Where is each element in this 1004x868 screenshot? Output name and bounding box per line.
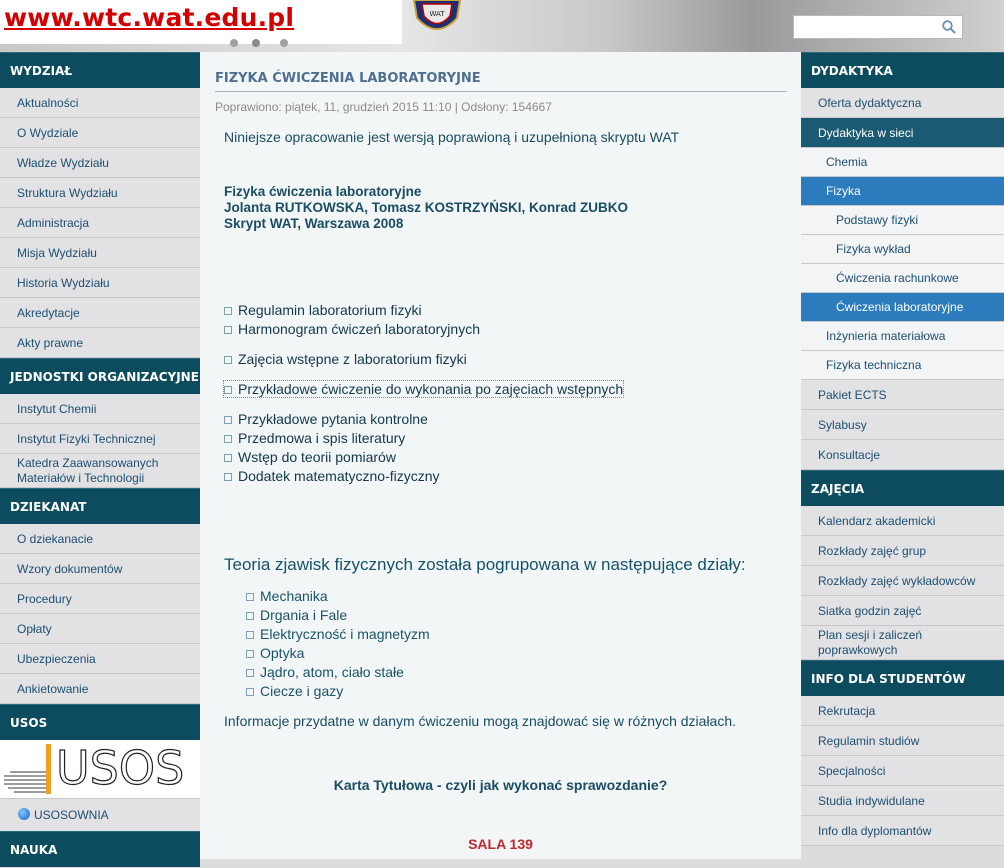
nav-item-plan-sesji[interactable]: Plan sesji i zaliczeń poprawkowych bbox=[801, 626, 1004, 660]
nav-item-katedra[interactable]: Katedra Zaawansowanych Materiałów i Technologii bbox=[0, 454, 200, 488]
nav-item-administracja[interactable]: Administracja bbox=[0, 208, 200, 238]
nav-item-wladze[interactable]: Władze Wydziału bbox=[0, 148, 200, 178]
book-authors: Jolanta RUTKOWSKA, Tomasz KOSTRZYŃSKI, Konrad ZUBKO bbox=[224, 200, 629, 215]
nav-item-chemia[interactable]: Chemia bbox=[801, 148, 1004, 177]
book-title: Fizyka ćwiczenia laboratoryjne bbox=[224, 184, 422, 199]
nav-item-podstawy-fizyki[interactable]: Podstawy fizyki bbox=[801, 206, 1004, 235]
section-header-zajecia: ZAJĘCIA bbox=[801, 470, 1004, 506]
nav-item-siatka-godzin[interactable]: Siatka godzin zajęć bbox=[801, 596, 1004, 626]
section-header-dydaktyka: DYDAKTYKA bbox=[801, 52, 1004, 88]
link-harmonogram[interactable]: Harmonogram ćwiczeń laboratoryjnych bbox=[224, 321, 480, 337]
book-publisher: Skrypt WAT, Warszawa 2008 bbox=[224, 216, 404, 231]
group-drgania[interactable]: Drgania i Fale bbox=[246, 607, 347, 623]
link-pytania-kontrolne[interactable]: Przykładowe pytania kontrolne bbox=[224, 411, 428, 427]
link-dodatek[interactable]: Dodatek matematyczno-fizyczny bbox=[224, 468, 440, 484]
nav-item-sylabusy[interactable]: Sylabusy bbox=[801, 410, 1004, 440]
nav-item-cwiczenia-laboratoryjne[interactable]: Ćwiczenia laboratoryjne bbox=[801, 293, 1004, 322]
nav-item-historia[interactable]: Historia Wydziału bbox=[0, 268, 200, 298]
article-meta: Poprawiono: piątek, 11, grudzień 2015 11:10 | Odsłony: 154667 bbox=[215, 100, 552, 114]
nav-item-instytut-chemii[interactable]: Instytut Chemii bbox=[0, 394, 200, 424]
nav-item-rozklady-wykladowcow[interactable]: Rozkłady zajęć wykładowców bbox=[801, 566, 1004, 596]
usos-logo[interactable] bbox=[0, 740, 200, 799]
nav-item-kalendarz[interactable]: Kalendarz akademicki bbox=[801, 506, 1004, 536]
info-text: Informacje przydatne w danym ćwiczeniu mogą znajdować się w różnych działach. bbox=[224, 713, 737, 729]
right-sidebar bbox=[801, 52, 1004, 846]
usos-logo-text: USOS bbox=[56, 741, 185, 795]
search-icon[interactable] bbox=[941, 19, 957, 35]
header-decoration bbox=[230, 38, 310, 48]
article-content bbox=[200, 52, 801, 859]
site-logo-text[interactable]: www.wtc.wat.edu.pl bbox=[4, 3, 295, 32]
nav-item-cwiczenia-rachunkowe[interactable]: Ćwiczenia rachunkowe bbox=[801, 264, 1004, 293]
nav-item-ubezpieczenia[interactable]: Ubezpieczenia bbox=[0, 644, 200, 674]
nav-item-regulamin-studiow[interactable]: Regulamin studiów bbox=[801, 726, 1004, 756]
link-przedmowa[interactable]: Przedmowa i spis literatury bbox=[224, 430, 405, 446]
section-header-usos: USOS bbox=[0, 704, 200, 740]
search-input[interactable] bbox=[793, 15, 963, 39]
nav-item-fizyka-techniczna[interactable]: Fizyka techniczna bbox=[801, 351, 1004, 380]
group-optyka[interactable]: Optyka bbox=[246, 645, 304, 661]
section-header-nauka: NAUKA bbox=[0, 831, 200, 867]
nav-item-inzynieria[interactable]: Inżynieria materiałowa bbox=[801, 322, 1004, 351]
link-regulamin[interactable]: Regulamin laboratorium fizyki bbox=[224, 302, 422, 318]
usosownia-label: USOSOWNIA bbox=[34, 808, 109, 822]
nav-item-fizyka-wyklad[interactable]: Fizyka wykład bbox=[801, 235, 1004, 264]
section-header-jednostki: JEDNOSTKI ORGANIZACYJNE bbox=[0, 358, 200, 394]
nav-item-konsultacje[interactable]: Konsultacje bbox=[801, 440, 1004, 470]
nav-item-rekrutacja[interactable]: Rekrutacja bbox=[801, 696, 1004, 726]
nav-item-ankietowanie[interactable]: Ankietowanie bbox=[0, 674, 200, 704]
nav-item-instytut-fizyki[interactable]: Instytut Fizyki Technicznej bbox=[0, 424, 200, 454]
nav-item-dydaktyka-w-sieci[interactable]: Dydaktyka w sieci bbox=[801, 118, 1004, 148]
nav-item-specjalnosci[interactable]: Specjalności bbox=[801, 756, 1004, 786]
nav-item-fizyka[interactable]: Fizyka bbox=[801, 177, 1004, 206]
nav-item-akredytacje[interactable]: Akredytacje bbox=[0, 298, 200, 328]
nav-item-studia-indywidulane[interactable]: Studia indywidulane bbox=[801, 786, 1004, 816]
page-title: FIZYKA ĆWICZENIA LABORATORYJNE bbox=[215, 71, 787, 92]
logo-banner[interactable] bbox=[0, 0, 402, 44]
nav-item-misja[interactable]: Misja Wydziału bbox=[0, 238, 200, 268]
section-header-dziekanat: DZIEKANAT bbox=[0, 488, 200, 524]
nav-item-info-dyplomantow[interactable]: Info dla dyplomantów bbox=[801, 816, 1004, 846]
nav-item-aktualnosci[interactable]: Aktualności bbox=[0, 88, 200, 118]
groups-heading: Teoria zjawisk fizycznych została pogrupowana w następujące działy: bbox=[224, 555, 746, 574]
intro-text: Niniejsze opracowanie jest wersją poprawioną i uzupełnioną skryptu WAT bbox=[224, 129, 680, 145]
karta-tytulowa-link[interactable]: Karta Tytułowa - czyli jak wykonać sprawozdanie? bbox=[333, 777, 668, 793]
section-header-info-studentow: INFO DLA STUDENTÓW bbox=[801, 660, 1004, 696]
site-header bbox=[0, 0, 1004, 52]
nav-item-o-dziekanacie[interactable]: O dziekanacie bbox=[0, 524, 200, 554]
link-przykladowe-cwiczenie[interactable]: Przykładowe ćwiczenie do wykonania po zajęciach wstępnych bbox=[224, 381, 623, 397]
nav-item-oplaty[interactable]: Opłaty bbox=[0, 614, 200, 644]
left-sidebar bbox=[0, 52, 200, 867]
link-zajecia-wstepne[interactable]: Zajęcia wstępne z laboratorium fizyki bbox=[224, 351, 467, 367]
link-wstep-pomiarow[interactable]: Wstęp do teorii pomiarów bbox=[224, 449, 396, 465]
nav-item-o-wydziale[interactable]: O Wydziale bbox=[0, 118, 200, 148]
nav-item-procedury[interactable]: Procedury bbox=[0, 584, 200, 614]
group-jadro[interactable]: Jądro, atom, ciało stałe bbox=[246, 664, 404, 680]
group-elektrycznosc[interactable]: Elektryczność i magnetyzm bbox=[246, 626, 430, 642]
wat-crest-icon bbox=[408, 0, 466, 38]
nav-item-oferta[interactable]: Oferta dydaktyczna bbox=[801, 88, 1004, 118]
nav-item-akty-prawne[interactable]: Akty prawne bbox=[0, 328, 200, 358]
group-mechanika[interactable]: Mechanika bbox=[246, 588, 328, 604]
sala-label: SALA 139 bbox=[468, 836, 533, 852]
group-ciecze[interactable]: Ciecze i gazy bbox=[246, 683, 343, 699]
nav-item-pakiet-ects[interactable]: Pakiet ECTS bbox=[801, 380, 1004, 410]
crest-label: WAT bbox=[429, 10, 445, 18]
nav-item-wzory[interactable]: Wzory dokumentów bbox=[0, 554, 200, 584]
nav-item-rozklady-grup[interactable]: Rozkłady zajęć grup bbox=[801, 536, 1004, 566]
section-header-wydzial: WYDZIAŁ bbox=[0, 52, 200, 88]
usosownia-link[interactable] bbox=[0, 799, 200, 831]
globe-icon bbox=[18, 808, 30, 820]
nav-item-struktura[interactable]: Struktura Wydziału bbox=[0, 178, 200, 208]
